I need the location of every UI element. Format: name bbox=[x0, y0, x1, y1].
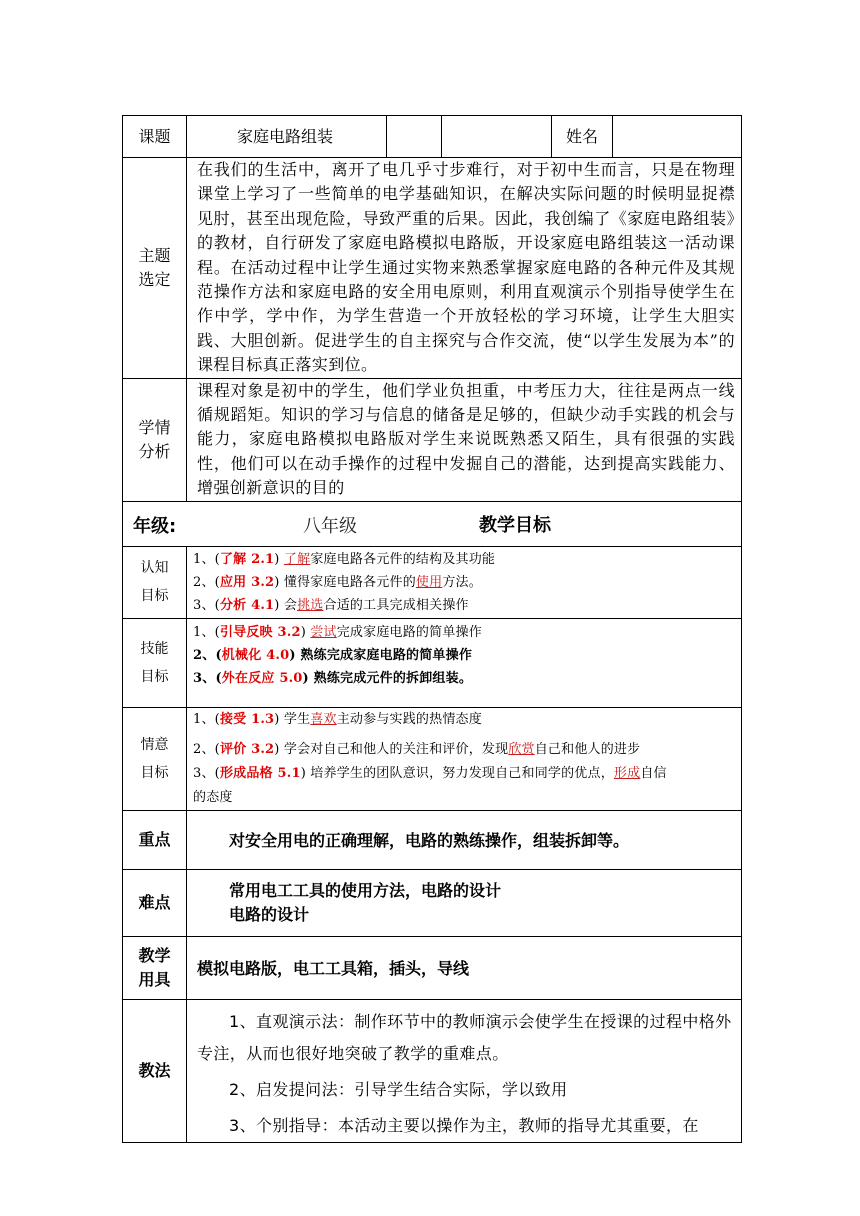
skill-goals bbox=[187, 618, 742, 707]
goal-item: 2、(应用 3.2) 懂得家庭电路各元件的使用方法。 bbox=[193, 574, 482, 590]
theme-label-line2: 选定 bbox=[138, 269, 171, 289]
topic-label: 课题 bbox=[123, 116, 187, 158]
goal-item: 3、(外在反应 5.0) 熟练完成元件的拆卸组装。 bbox=[193, 670, 473, 686]
emotion-goals bbox=[187, 707, 742, 810]
skill-label bbox=[123, 618, 187, 707]
emotion-label-line1: 情意 bbox=[140, 736, 169, 753]
method-text bbox=[187, 999, 742, 1142]
blank-cell bbox=[387, 116, 442, 158]
key-point-row bbox=[123, 810, 742, 869]
tools-text: 模拟电路版，电工工具箱，插头，导线 bbox=[187, 936, 742, 999]
blank-cell bbox=[442, 116, 552, 158]
goal-item-continuation: 的态度 bbox=[193, 789, 233, 805]
emotion-label-line2: 目标 bbox=[140, 764, 169, 781]
method-row bbox=[123, 999, 742, 1142]
method-paragraph: 1、直观演示法：制作环节中的教师演示会使学生在授课的过程中格外专注，从而也很好地突破了教学的重难点。 bbox=[197, 1011, 732, 1063]
theme-text: 在我们的生活中，离开了电几乎寸步难行，对于初中生而言，只是在物理课堂上学习了一些简单的电学基础知识，在解决实际问题的时候明显捉襟见肘，甚至出现危险，导致严重的后果。因此，我创编了《家庭电路组装》的教材，自行研发了家庭电路模拟电路版，开设家庭电路组装这一活动课程。在活动过程中让学生通过实物来熟悉掌握家庭电路的各种元件及其规范操作方法和家庭电路的安全用电原则，利用直观演示个别指导使学生在作中学，学中作，为学生营造一个开放轻松的学习环境，让学生大胆实践、大胆创新。促进学生的自主探究与合作交流，使“以学生发展为本”的课程目标真正落实到位。 bbox=[187, 158, 742, 379]
skill-label-line1: 技能 bbox=[140, 640, 169, 657]
method-label: 教法 bbox=[123, 999, 187, 1142]
cognitive-row bbox=[123, 546, 742, 618]
method-paragraph: 3、个别指导：本活动主要以操作为主，教师的指导尤其重要，在 bbox=[229, 1115, 699, 1135]
difficulty-label: 难点 bbox=[123, 869, 187, 936]
analysis-row bbox=[123, 378, 742, 501]
analysis-label-line1: 学情 bbox=[138, 417, 171, 437]
method-paragraph: 2、启发提问法：引导学生结合实际，学以致用 bbox=[229, 1079, 568, 1099]
tools-label-line1: 教学 bbox=[138, 945, 171, 965]
skill-label-line2: 目标 bbox=[140, 668, 169, 685]
goal-item: 3、(分析 4.1) 会挑选合适的工具完成相关操作 bbox=[193, 597, 469, 613]
cognitive-label bbox=[123, 546, 187, 618]
analysis-text: 课程对象是初中的学生，他们学业负担重，中考压力大，往往是两点一线循规蹈矩。知识的学习与信息的储备是足够的，但缺少动手实践的机会与能力，家庭电路模拟电路版对学生来说既熟悉又陌生，具有很强的实践性，他们可以在动手操作的过程中发掘自己的潜能，达到提高实践能力、增强创新意识的目的 bbox=[187, 378, 742, 501]
analysis-label-line2: 分析 bbox=[138, 441, 171, 461]
teaching-goals-title: 教学目标 bbox=[479, 514, 551, 536]
theme-row bbox=[123, 158, 742, 379]
topic-row bbox=[123, 116, 742, 158]
key-point-text: 对安全用电的正确理解，电路的熟练操作，组装拆卸等。 bbox=[187, 810, 742, 869]
grade-label: 年级: bbox=[133, 515, 177, 537]
theme-label bbox=[123, 158, 187, 379]
theme-label-line1: 主题 bbox=[138, 245, 171, 265]
key-point-label: 重点 bbox=[123, 810, 187, 869]
goal-item: 2、(机械化 4.0) 熟练完成家庭电路的简单操作 bbox=[193, 647, 473, 663]
analysis-label bbox=[123, 378, 187, 501]
tools-row bbox=[123, 936, 742, 999]
difficulty-row bbox=[123, 869, 742, 936]
name-label: 姓名 bbox=[552, 116, 613, 158]
goal-item: 1、(引导反映 3.2) 尝试完成家庭电路的简单操作 bbox=[193, 624, 482, 640]
goal-item: 3、(形成品格 5.1) 培养学生的团队意识，努力发现自己和同学的优点，形成自信 bbox=[193, 765, 667, 781]
skill-row bbox=[123, 618, 742, 707]
grade-value: 八年级 bbox=[303, 515, 357, 537]
difficulty-text bbox=[187, 869, 742, 936]
grade-cell bbox=[123, 501, 742, 546]
lesson-plan-table bbox=[122, 115, 742, 1143]
emotion-row bbox=[123, 707, 742, 810]
name-value bbox=[613, 116, 742, 158]
goal-item: 1、(接受 1.3) 学生喜欢主动参与实践的热情态度 bbox=[193, 711, 482, 727]
grade-row bbox=[123, 501, 742, 546]
tools-label-line2: 用具 bbox=[138, 969, 171, 989]
goal-item: 2、(评价 3.2) 学会对自己和他人的关注和评价，发现欣赏自己和他人的进步 bbox=[193, 741, 641, 757]
topic-value: 家庭电路组装 bbox=[187, 116, 387, 158]
difficulty-line1: 常用电工工具的使用方法，电路的设计 bbox=[229, 880, 502, 900]
emotion-label bbox=[123, 707, 187, 810]
tools-label bbox=[123, 936, 187, 999]
cognitive-label-line2: 目标 bbox=[140, 588, 169, 605]
cognitive-label-line1: 认知 bbox=[140, 560, 169, 577]
goal-item: 1、(了解 2.1) 了解家庭电路各元件的结构及其功能 bbox=[193, 551, 496, 567]
difficulty-line2: 电路的设计 bbox=[229, 904, 310, 924]
cognitive-goals bbox=[187, 546, 742, 618]
